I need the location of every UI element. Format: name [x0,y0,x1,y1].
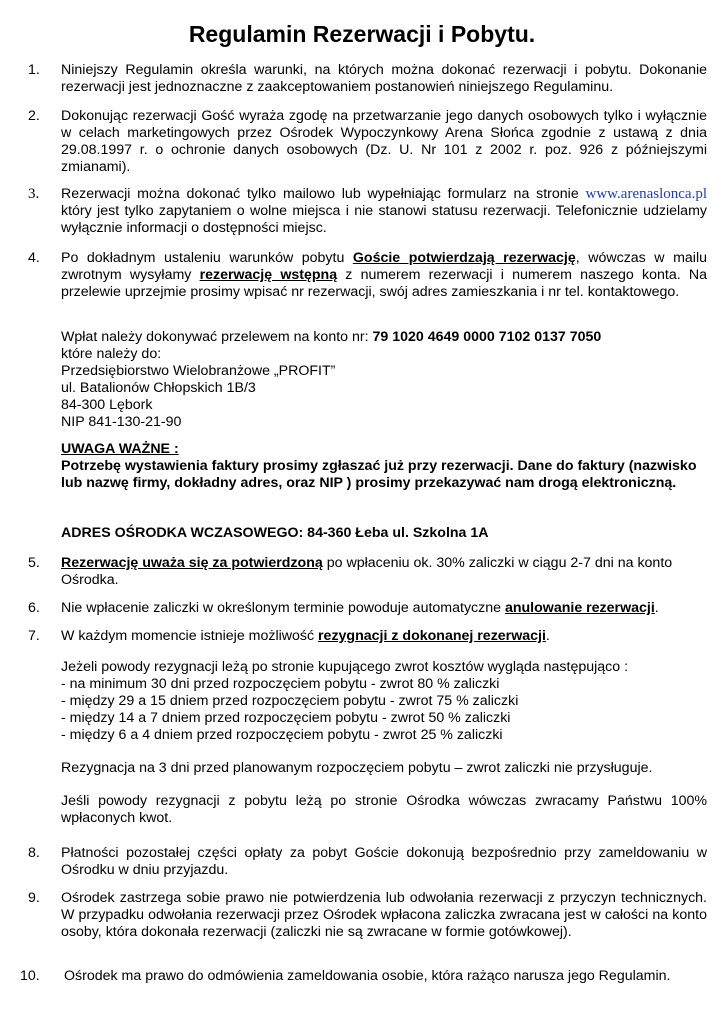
item-text-part: z numerem rezerwacji i numerem naszego konta. Na przelewie uprzejmie prosimy wpisać nr rezerwacji, swój adres zamieszkania i nr tel. kontaktowego. [61,267,707,300]
item-number: 4. [28,250,40,266]
owner-intro: które należy do: [61,346,162,362]
center-cancel-note: Jeśli powody rezygnacji z pobytu leżą po stronie Ośrodka wówczas zwracamy Państwu 100% wpłaconych kwot. [61,793,707,826]
payment-label: Wpłat należy dokonywać przelewem na konto nr: [61,329,373,345]
item-text-part: Rezerwacji można dokonać tylko mailowo lub wypełniając formularz na stronie [61,186,586,202]
item-text-part: , wówczas w mailu zwrotnym wysyłamy [61,250,707,283]
owner-name: Przedsiębiorstwo Wielobranżowe „PROFIT” [61,363,336,379]
item-text-part: W każdym momencie istnieje możliwość [61,628,319,644]
website-link[interactable]: www.arenaslonca.pl [585,186,707,202]
emphasis-text: rezerwację wstępną [199,267,338,283]
item-text [61,555,707,589]
item-text: Ośrodek zastrzega sobie prawo nie potwierdzenia lub odwołania rezerwacji z przyczyn technicznych. W przypadku odwołania rezerwacji przez Ośrodek wpłacona zaliczka zwracana jest w całości na konto osoby, która dokonała rezerwacji (zaliczki nie są zwracane w formie gotówkowej). [61,890,707,940]
item-text-part: . [654,600,659,616]
item-text: Płatności pozostałej części opłaty za pobyt Goście dokonują bezpośrednio przy zameldowaniu w Ośrodku w dniu przyjazdu. [61,845,707,878]
refund-rules [61,659,707,744]
late-cancel-note: Rezygnacja na 3 dni przed planowanym rozpoczęciem pobytu – zwrot zaliczki nie przysługuje. [61,760,653,776]
item-text-part: który jest tylko zapytaniem o wolne miejsca i nie stanowi statusu rezerwacji. Telefonicznie udzielamy wyłącznie informacji o dostępności miejsc. [61,203,707,236]
item-number: 2. [28,108,40,124]
item-text [61,186,707,237]
warning-title: UWAGA WAŻNE : [61,441,179,457]
owner-nip: NIP 841-130-21-90 [61,414,182,430]
payment-details [61,329,707,431]
emphasis-text: anulowanie rezerwacji [504,600,655,616]
refund-rule: - na minimum 30 dni przed rozpoczęciem pobytu - zwrot 80 % zaliczki [61,676,500,692]
owner-street: ul. Batalionów Chłopskich 1B/3 [61,380,256,396]
refund-rule: - między 29 a 15 dniem przed rozpoczęciem pobytu - zwrot 75 % zaliczki [61,693,519,709]
item-text [61,250,707,301]
item-number: 10. [20,968,40,984]
item-number: 9. [28,890,40,906]
item-text-part: Nie wpłacenie zaliczki w określonym terminie powoduje automatyczne [61,600,505,616]
refund-rule: - między 14 a 7 dniem przed rozpoczęciem pobytu - zwrot 50 % zaliczki [61,710,511,726]
item-number: 8. [28,845,40,861]
emphasis-text: rezygnacji z dokonanej rezerwacji [318,628,546,644]
item-text: Niniejszy Regulamin określa warunki, na których można dokonać rezerwacji i pobytu. Dokonanie rezerwacji jest jednoznaczne z zaakceptowaniem postanowień niniejszego Regulaminu. [61,62,707,95]
item-text-part: Po dokładnym ustaleniu warunków pobytu [61,250,353,266]
payment-line [61,329,707,346]
center-address: ADRES OŚRODKA WCZASOWEGO: 84-360 Łeba ul. Szkolna 1A [61,525,489,541]
account-number: 79 1020 4649 0000 7102 0137 7050 [372,329,602,345]
item-text: Ośrodek ma prawo do odmówienia zameldowania osobie, która rażąco narusza jego Regulamin. [64,968,671,984]
item-number: 1. [28,62,40,78]
item-text [61,628,707,645]
item-text-part: . [545,628,550,644]
owner-city: 84-300 Lębork [61,397,153,413]
item-number: 6. [28,600,40,616]
item-number: 7. [28,628,40,644]
item-text: Dokonując rezerwacji Gość wyraża zgodę na przetwarzanie jego danych osobowych tylko i wyłącznie w celach marketingowych przez Ośrodek Wypoczynkowy Arena Słońca zgodnie z ustawą z dnia 29.08.1997 r. o ochronie danych osobowych (Dz. U. Nr 101 z 2002 r. poz. 926 z późniejszymi zmianami). [61,108,707,175]
item-text [61,600,707,617]
emphasis-text: Rezerwację uważa się za potwierdzoną [61,555,323,571]
emphasis-text: Goście potwierdzają rezerwację [352,250,576,266]
page-title: Regulamin Rezerwacji i Pobytu. [188,21,536,47]
refund-rule: - między 6 a 4 dniem przed rozpoczęciem pobytu - zwrot 25 % zaliczki [61,727,503,743]
warning-block [61,441,707,492]
item-text-part: po wpłaceniu ok. 30% zaliczki w ciągu 2-7 dni na konto Ośrodka. [61,555,673,588]
warning-text: Potrzebę wystawienia faktury prosimy zgłaszać już przy rezerwacji. Dane do faktury (nazwisko lub nazwę firmy, dokładny adres, oraz NIP ) prosimy przekazywać nam drogą elektroniczną. [61,458,697,491]
item-number: 3. [28,186,40,202]
item-number: 5. [28,555,40,571]
refund-intro: Jeżeli powody rezygnacji leżą po stronie kupującego zwrot kosztów wygląda następująco : [61,659,629,675]
